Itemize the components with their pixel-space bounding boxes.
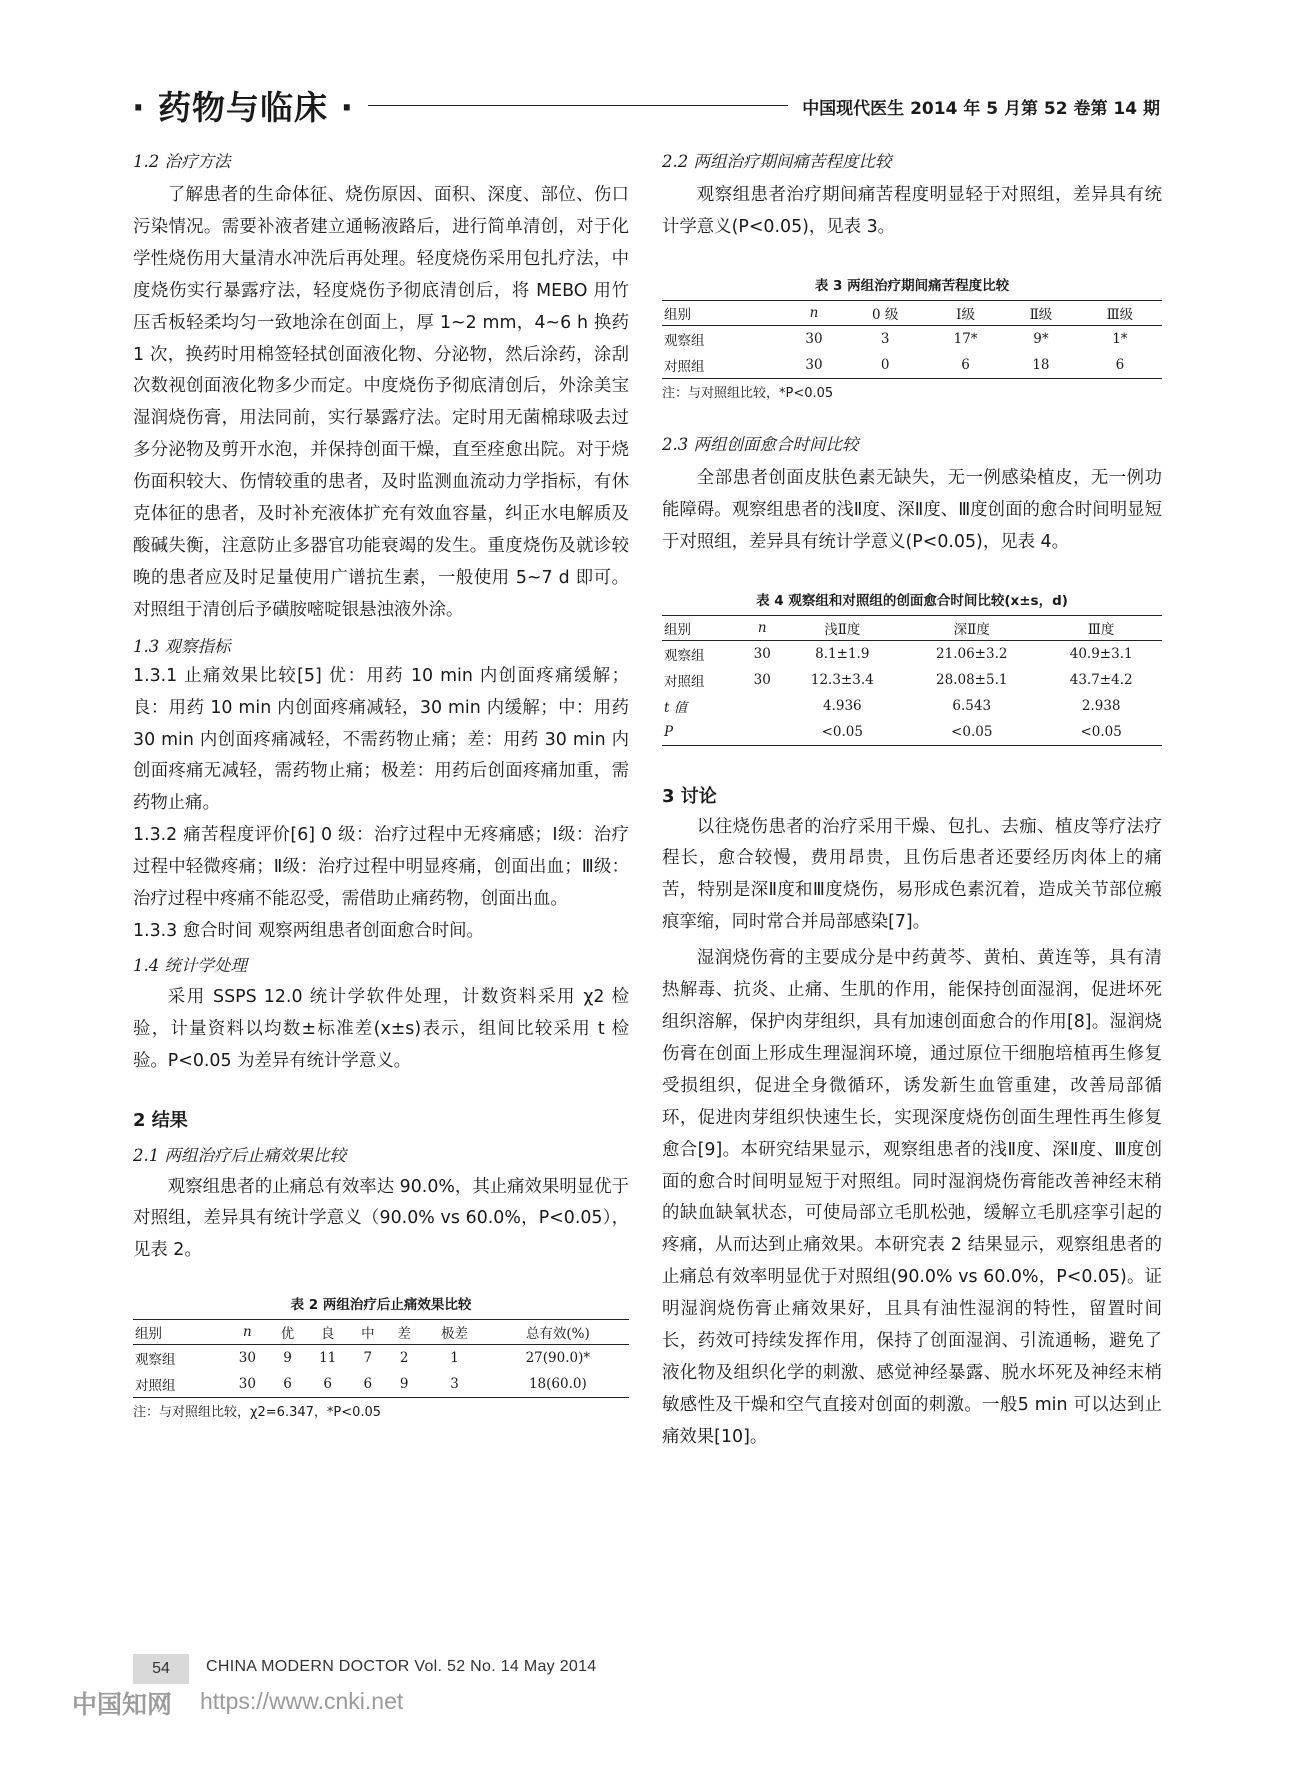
page-number: 54	[133, 1654, 189, 1684]
table-cell: 0	[843, 352, 927, 379]
heading-1-3: 1.3 观察指标	[133, 636, 231, 656]
table-4	[662, 589, 1162, 746]
table-header-cell: 极差	[422, 1320, 486, 1345]
paragraph-treatment: 了解患者的生命体征、烧伤原因、面积、深度、部位、伤口污染情况。需要补液者建立通畅液路后，进行简单清创，对于化学性烧伤用大量清水冲洗后再处理。轻度烧伤采用包扎疗法，中度烧伤实行暴露疗法，轻度烧伤予彻底清创后，将 MEBO 用竹压舌板轻柔均匀一致地涂在创面上，厚 1~2 mm，4~6 h 换药 1 次，换药时用棉签轻拭创面液化物、分泌物，然后涂药，涂刮次数视创面液化物多少而定。中度烧伤予彻底清创后，外涂美宝湿润烧伤膏，用法同前，实行暴露疗法。定时用无菌棉球吸去过多分泌物及剪开水泡，并保持创面干燥，直至痊愈出院。对于烧伤面积较大、伤情较重的患者，及时监测血流动力学指标，有休克体征的患者，及时补充液体扩充有效血容量，纠正水电解质及酸碱失衡，注意防止多器官功能衰竭的发生。重度烧伤及就诊较晚的患者应及时足量使用广谱抗生素，一般使用 5~7 d 即可。对照组于清创后予磺胺嘧啶银悬浊液外涂。	[133, 185, 629, 620]
paragraph-discussion-2: 湿润烧伤膏的主要成分是中药黄芩、黄柏、黄连等，具有清热解毒、抗炎、止痛、生肌的作用，能保持创面湿润，促进坏死组织溶解，保护肉芽组织，具有加速创面愈合的作用[8]。湿润烧伤膏在创面上形成生理湿润环境，通过原位干细胞培植再生修复受损组织，促进全身微循环，诱发新生血管重建，改善局部循环，促进肉芽组织快速生长，实现深度烧伤创面生理性再生修复愈合[9]。本研究结果显示，观察组患者的浅Ⅱ度、深Ⅱ度、Ⅲ度创面的愈合时间明显短于对照组。同时湿润烧伤膏能改善神经末稍的缺血缺氧状态，可使局部立毛肌松弛，缓解立毛肌痉挛引起的疼痛，从而达到止痛效果。本研究表 2 结果显示，观察组患者的止痛总有效率明显优于对照组(90.0% vs 60.0%，P<0.05)。证明湿润烧伤膏止痛效果好，且具有油性湿润的特性，留置时间长，药效可持续发挥作用，保持了创面湿润、引流通畅，避免了液化物及组织化学的刺激、感觉神经暴露、脱水坏死及神经末梢敏感性及干燥和空气直接对创面的刺激。一般5 min 可以达到止痛效果[10]。	[662, 948, 1162, 1447]
table-cell: <0.05	[903, 719, 1040, 746]
table-cell: 30	[785, 352, 843, 379]
table-cell: 6	[306, 1371, 350, 1398]
table-cell: 30	[238, 1350, 256, 1367]
heading-1-2: 1.2 治疗方法	[133, 152, 231, 171]
paragraph-2-2: 观察组患者治疗期间痛苦程度明显轻于对照组，差异具有统计学意义(P<0.05)，见表 3。	[662, 185, 1162, 237]
table-cell: 40.9±3.1	[1069, 645, 1133, 662]
table-2-caption: 表 2 两组治疗后止痛效果比较	[290, 1297, 472, 1314]
heading-3: 3 讨论	[662, 785, 717, 807]
table-header-cell: Ⅱ级	[1004, 300, 1078, 325]
paragraph-1-3-3: 1.3.3 愈合时间 观察两组患者创面愈合时间。	[133, 920, 484, 941]
table-row	[662, 693, 1162, 719]
table-cell: <0.05	[1040, 719, 1162, 746]
table-cell: 18	[1004, 352, 1078, 379]
table-cell: t 值	[664, 699, 688, 716]
table-cell: 27(90.0)*	[525, 1350, 591, 1367]
table-3	[662, 274, 1162, 401]
table-header-cell: n	[785, 300, 843, 325]
header-rule	[368, 105, 788, 106]
table-cell: 6	[269, 1371, 305, 1398]
table-cell: 21.06±3.2	[936, 645, 1008, 662]
table-header-cell: n	[225, 1320, 269, 1345]
table-row	[662, 352, 1162, 379]
table-header-cell: 0 级	[843, 300, 927, 325]
footer-journal: CHINA MODERN DOCTOR Vol. 52 No. 14 May 2014	[206, 1658, 597, 1675]
table-cell: 30	[753, 645, 771, 662]
table-cell: 3	[422, 1371, 486, 1398]
heading-2-1: 2.1 两组治疗后止痛效果比较	[133, 1145, 346, 1165]
table-cell: 1*	[1112, 330, 1128, 347]
table-cell: P	[662, 719, 743, 746]
table-3-caption: 表 3 两组治疗期间痛苦程度比较	[814, 277, 1010, 294]
table-cell: <0.05	[782, 719, 904, 746]
table-header-cell: 差	[386, 1320, 422, 1345]
table-cell: 30	[225, 1371, 269, 1398]
table-cell: 对照组	[664, 673, 705, 690]
paragraph-2-3: 全部患者创面皮肤色素无缺失，无一例感染植皮，无一例功能障碍。观察组患者的浅Ⅱ度、深Ⅱ度、Ⅲ度创面的愈合时间明显短于对照组，差异具有统计学意义(P<0.05)，见表 4。	[662, 467, 1162, 552]
table-cell: 9	[386, 1371, 422, 1398]
table-cell: 观察组	[664, 332, 705, 349]
table-cell: 17*	[953, 330, 978, 347]
table-header-row	[662, 300, 1162, 325]
table-cell: 28.08±5.1	[936, 671, 1008, 688]
table-header-cell: 深Ⅱ度	[903, 615, 1040, 640]
table-cell: 1	[450, 1350, 459, 1367]
table-cell: 对照组	[133, 1371, 225, 1398]
table-cell: 43.7±4.2	[1069, 671, 1133, 688]
table-cell: 9	[283, 1350, 292, 1367]
table-row	[133, 1345, 629, 1372]
table-header-cell: Ⅲ度	[1040, 615, 1162, 640]
table-row	[662, 325, 1162, 352]
table-cell: 9*	[1033, 330, 1049, 347]
right-column	[662, 148, 1162, 1454]
heading-1-4: 1.4 统计学处理	[133, 955, 247, 975]
table-cell: 12.3±3.4	[810, 671, 874, 688]
table-cell: 6	[927, 352, 1004, 379]
table-2-note: 注：与对照组比较，χ2=6.347，*P<0.05	[133, 1405, 382, 1421]
table-4-grid	[662, 615, 1162, 746]
paragraph-1-3-2: 1.3.2 痛苦程度评价[6] 0 级：治疗过程中无疼痛感；Ⅰ级：治疗过程中轻微疼痛；Ⅱ级：治疗过程中明显疼痛，创面出血；Ⅲ级：治疗过程中疼痛不能忍受，需借助止痛药物，创面出血。	[133, 825, 629, 910]
table-2	[133, 1293, 629, 1420]
table-header-cell: 组别	[662, 615, 743, 640]
table-cell: 30	[753, 671, 771, 688]
journal-info: 中国现代医生 2014 年 5 月第 52 卷第 14 期	[802, 99, 1160, 119]
table-cell: 2.938	[1081, 697, 1121, 714]
table-header-cell: 浅Ⅱ度	[782, 615, 904, 640]
table-row	[662, 719, 1162, 746]
table-header-cell: Ⅰ级	[927, 300, 1004, 325]
table-cell: 6	[350, 1371, 386, 1398]
table-header-cell: 总有效(%)	[487, 1320, 629, 1345]
heading-2-3: 2.3 两组创面愈合时间比较	[662, 434, 859, 454]
paragraph-2-1: 观察组患者的止痛总有效率达 90.0%，其止痛效果明显优于对照组，差异具有统计学意义（90.0% vs 60.0%，P<0.05），见表 2。	[133, 1176, 629, 1261]
table-cell: 11	[319, 1350, 337, 1367]
table-cell: 观察组	[135, 1352, 176, 1369]
paragraph-discussion-1: 以往烧伤患者的治疗采用干燥、包扎、去痂、植皮等疗法疗程长，愈合较慢，费用昂贵，且伤后患者还要经历肉体上的痛苦，特别是深Ⅱ度和Ⅲ度烧伤，易形成色素沉着，造成关节部位瘢痕挛缩，同时常合并局部感染[7]。	[662, 816, 1162, 933]
table-header-cell: 中	[350, 1320, 386, 1345]
table-row	[662, 640, 1162, 667]
table-header-cell: 组别	[133, 1320, 225, 1345]
table-header-row	[662, 615, 1162, 640]
table-header-cell: 良	[306, 1320, 350, 1345]
table-3-note: 注：与对照组比较，*P<0.05	[662, 385, 834, 401]
left-column	[133, 148, 629, 1420]
section-title: · 药物与临床 ·	[132, 88, 355, 127]
table-cell: 6	[1078, 352, 1162, 379]
table-cell: 30	[805, 330, 823, 347]
table-cell: 观察组	[664, 647, 705, 664]
heading-2-2: 2.2 两组治疗期间痛苦程度比较	[662, 152, 892, 171]
table-cell: 4.936	[822, 697, 862, 714]
table-cell: 6.543	[952, 697, 992, 714]
table-2-grid	[133, 1319, 629, 1398]
table-header-cell: n	[743, 615, 782, 640]
heading-2: 2 结果	[133, 1109, 188, 1131]
paragraph-1-3-1: 1.3.1 止痛效果比较[5] 优：用药 10 min 内创面疼痛缓解；良：用药 10 min 内创面疼痛减轻，30 min 内缓解；中：用药 30 min 内创面疼痛减轻，不需药物止痛；差：用药 30 min 内创面疼痛无减轻，需药物止痛；极差：用药后创面疼痛加重，需药物止痛。	[133, 665, 629, 814]
paragraph-statistics: 采用 SSPS 12.0 统计学软件处理，计数资料采用 χ2 检验，计量资料以均数±标准差(x±s)表示，组间比较采用 t 检验。P<0.05 为差异有统计学意义。	[133, 986, 629, 1071]
table-cell: 2	[399, 1350, 409, 1367]
table-header-cell: 优	[269, 1320, 305, 1345]
table-header-cell: 组别	[662, 300, 785, 325]
table-row	[133, 1371, 629, 1398]
table-row	[662, 667, 1162, 693]
table-header-row	[133, 1320, 629, 1345]
table-4-caption: 表 4 观察组和对照组的创面愈合时间比较(x±s，d)	[756, 592, 1068, 609]
table-cell	[743, 693, 782, 719]
table-cell: 18(60.0)	[487, 1371, 629, 1398]
table-3-grid	[662, 300, 1162, 379]
table-cell: 3	[880, 330, 890, 347]
table-header-cell: Ⅲ级	[1078, 300, 1162, 325]
table-cell	[743, 719, 782, 746]
table-cell: 8.1±1.9	[815, 645, 870, 662]
cnki-logo: 中国知网	[72, 1690, 173, 1719]
table-cell: 对照组	[662, 352, 785, 379]
cnki-url[interactable]: https://www.cnki.net	[200, 1688, 404, 1714]
table-cell: 7	[363, 1350, 373, 1367]
